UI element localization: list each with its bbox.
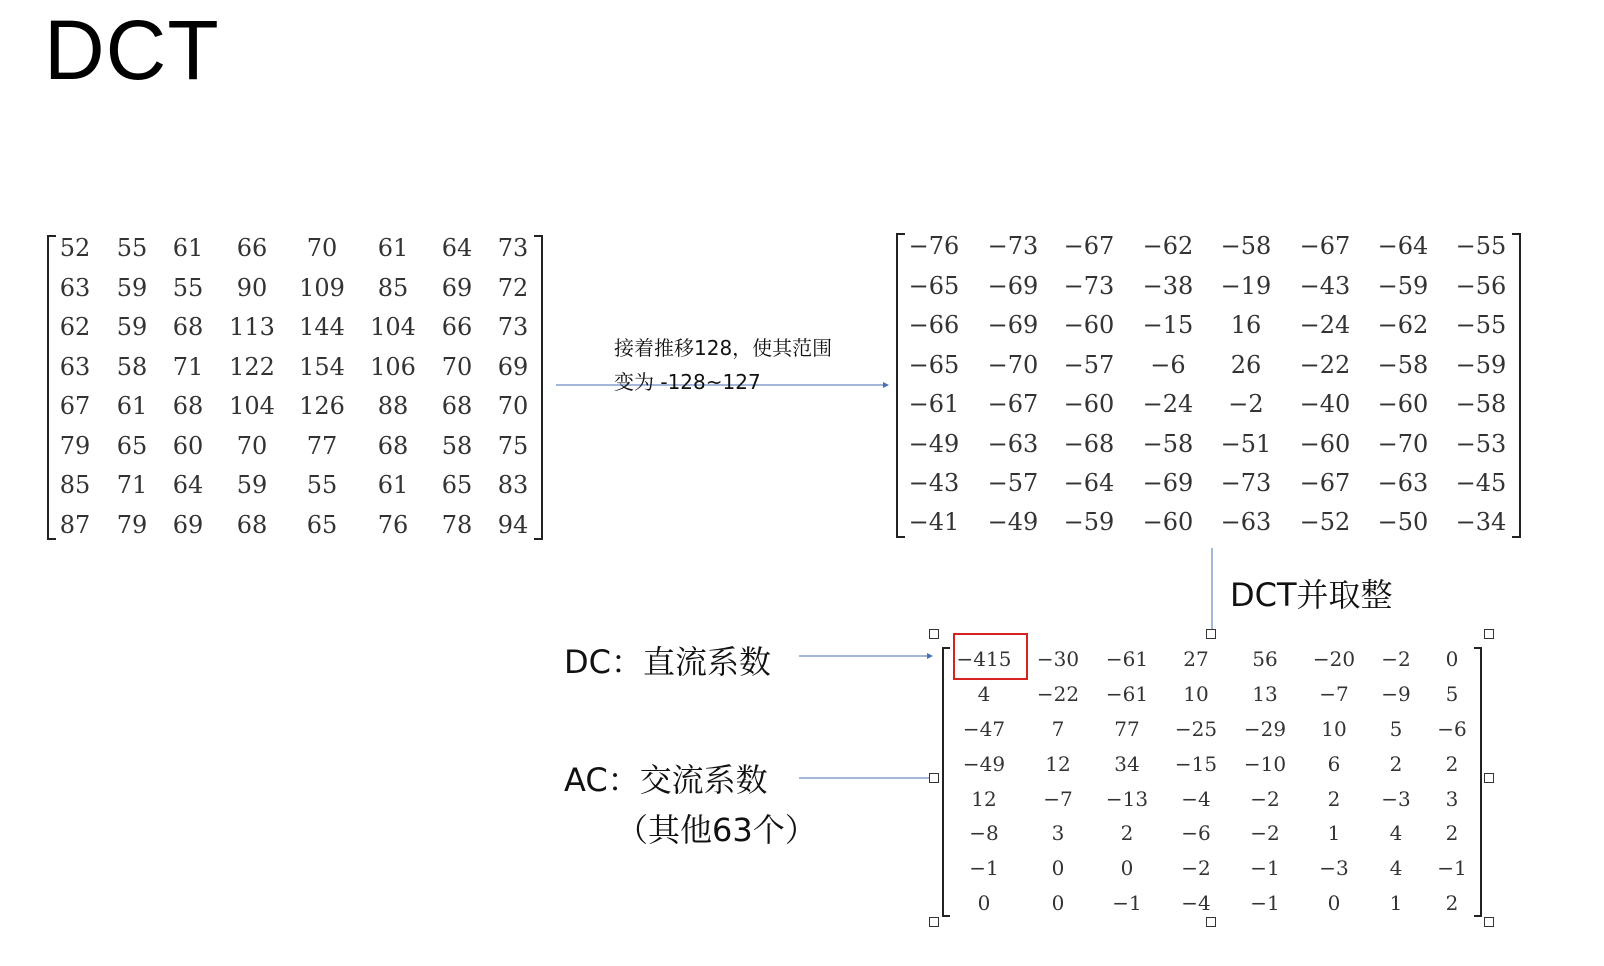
shifted-matrix-cell: −65 xyxy=(908,351,960,379)
shifted-matrix-cell: −24 xyxy=(1299,311,1351,339)
shifted-matrix-cell: −55 xyxy=(1455,311,1507,339)
original-matrix-cell: 113 xyxy=(229,313,275,341)
shifted-matrix-cell: −53 xyxy=(1455,430,1507,458)
dct-matrix-cell: 12 xyxy=(1045,752,1071,776)
dct-matrix-cell: 10 xyxy=(1183,682,1209,706)
original-matrix-cell: 68 xyxy=(377,432,409,460)
dct-matrix-cell: 4 xyxy=(1389,856,1403,880)
dct-matrix-cell: −2 xyxy=(1250,787,1280,811)
dct-matrix-cell: −29 xyxy=(1243,717,1287,741)
matrix-c-left-bracket xyxy=(943,648,950,916)
shifted-matrix-cell: 16 xyxy=(1230,311,1262,339)
dct-matrix-cell: 34 xyxy=(1114,752,1140,776)
original-matrix-cell: 65 xyxy=(306,511,338,539)
shifted-matrix-cell: −60 xyxy=(1063,311,1115,339)
dct-matrix-cell: −7 xyxy=(1043,787,1073,811)
matrix-c-right-bracket xyxy=(1474,648,1481,916)
dct-matrix-cell: −2 xyxy=(1381,647,1411,671)
original-matrix-cell: 52 xyxy=(59,234,91,262)
shifted-matrix-cell: −63 xyxy=(987,430,1039,458)
dct-matrix-cell: 2 xyxy=(1327,787,1341,811)
original-matrix-cell: 60 xyxy=(172,432,204,460)
original-matrix-cell: 72 xyxy=(497,274,529,302)
dct-matrix-cell: −1 xyxy=(1437,856,1467,880)
shifted-matrix-cell: −59 xyxy=(1063,508,1115,536)
shifted-matrix-cell: −58 xyxy=(1142,430,1194,458)
original-matrix-cell: 85 xyxy=(377,274,409,302)
matrix-a-left-bracket xyxy=(48,236,56,539)
selection-handle-bottom-left[interactable] xyxy=(929,917,939,927)
original-matrix-cell: 104 xyxy=(370,313,416,341)
selection-handle-bottom-center[interactable] xyxy=(1206,917,1216,927)
original-matrix-cell: 85 xyxy=(59,471,91,499)
original-matrix-cell: 67 xyxy=(59,392,91,420)
shift-arrow-head xyxy=(883,382,889,388)
shifted-matrix-cell: −70 xyxy=(1377,430,1429,458)
original-matrix-cell: 69 xyxy=(497,353,529,381)
shifted-matrix-cell: −45 xyxy=(1455,469,1507,497)
original-matrix-cell: 63 xyxy=(59,353,91,381)
dct-matrix-cell: 5 xyxy=(1445,682,1459,706)
dct-matrix-cell: 12 xyxy=(971,787,997,811)
dct-caption: DCT并取整 xyxy=(1230,576,1393,614)
selection-handle-top-right[interactable] xyxy=(1484,629,1494,639)
dct-matrix-cell: −6 xyxy=(1437,717,1467,741)
dct-matrix-cell: 0 xyxy=(1445,647,1459,671)
shifted-matrix-cell: −70 xyxy=(987,351,1039,379)
shifted-matrix-cell: −62 xyxy=(1142,232,1194,260)
original-matrix-cell: 58 xyxy=(441,432,473,460)
shifted-matrix-cell: −59 xyxy=(1455,351,1507,379)
shifted-matrix-cell: −22 xyxy=(1299,351,1351,379)
original-matrix-cell: 78 xyxy=(441,511,473,539)
original-matrix-cell: 73 xyxy=(497,234,529,262)
original-matrix-cell: 71 xyxy=(172,353,204,381)
original-matrix-cell: 79 xyxy=(59,432,91,460)
shifted-matrix-cell: −55 xyxy=(1455,232,1507,260)
shifted-matrix-cell: −57 xyxy=(987,469,1039,497)
shifted-matrix-cell: −62 xyxy=(1377,311,1429,339)
page-title: DCT xyxy=(44,3,220,97)
dct-matrix-cell: −3 xyxy=(1319,856,1349,880)
ac-caption-line1: AC：交流系数 xyxy=(564,761,768,799)
shifted-matrix-cell: −68 xyxy=(1063,430,1115,458)
original-matrix-cell: 69 xyxy=(172,511,204,539)
dc-arrow-head xyxy=(927,653,933,659)
dct-matrix-cell: 77 xyxy=(1114,717,1140,741)
original-matrix-cell: 83 xyxy=(497,471,529,499)
dct-matrix-cell: −1 xyxy=(1250,856,1280,880)
dct-matrix-cell: −10 xyxy=(1243,752,1287,776)
original-matrix-cell: 71 xyxy=(116,471,148,499)
shifted-matrix-cell: −67 xyxy=(1299,232,1351,260)
original-matrix-cell: 106 xyxy=(370,353,416,381)
dct-matrix-cell: 2 xyxy=(1389,752,1403,776)
original-matrix-cell: 65 xyxy=(116,432,148,460)
shifted-matrix-cell: −61 xyxy=(908,390,960,418)
shifted-matrix-cell: −2 xyxy=(1228,390,1264,418)
dct-matrix-cell: −49 xyxy=(962,752,1006,776)
dct-matrix-cell: 0 xyxy=(1327,891,1341,915)
original-matrix-cell: 68 xyxy=(172,392,204,420)
shift-caption-line1: 接着推移128，使其范围 xyxy=(614,336,833,360)
dct-matrix-cell: −13 xyxy=(1105,787,1149,811)
original-matrix-cell: 87 xyxy=(59,511,91,539)
shifted-matrix-cell: −40 xyxy=(1299,390,1351,418)
original-matrix-cell: 61 xyxy=(377,471,409,499)
dct-matrix-cell: 4 xyxy=(1389,821,1403,845)
dct-matrix-cell: −7 xyxy=(1319,682,1349,706)
dct-matrix-cell: 1 xyxy=(1389,891,1403,915)
shifted-matrix-cell: −51 xyxy=(1220,430,1272,458)
shifted-matrix-cell: −50 xyxy=(1377,508,1429,536)
dct-matrix-cell: −61 xyxy=(1105,647,1149,671)
shifted-matrix-cell: −57 xyxy=(1063,351,1115,379)
shifted-matrix-cell: −67 xyxy=(1299,469,1351,497)
shifted-matrix-cell: −60 xyxy=(1142,508,1194,536)
shifted-matrix-cell: −67 xyxy=(1063,232,1115,260)
dct-matrix-cell: −4 xyxy=(1181,891,1211,915)
matrix-a-right-bracket xyxy=(534,236,542,539)
dct-matrix-cell: 2 xyxy=(1445,821,1459,845)
original-matrix-cell: 70 xyxy=(441,353,473,381)
original-matrix-cell: 68 xyxy=(441,392,473,420)
original-matrix-cell: 70 xyxy=(236,432,268,460)
shifted-matrix-cell: −52 xyxy=(1299,508,1351,536)
dct-matrix-cell: −2 xyxy=(1250,821,1280,845)
original-matrix-cell: 75 xyxy=(497,432,529,460)
dct-matrix-cell: 0 xyxy=(1051,891,1065,915)
dct-matrix-cell: 2 xyxy=(1120,821,1134,845)
shifted-matrix-cell: −65 xyxy=(908,272,960,300)
shifted-matrix-cell: −64 xyxy=(1063,469,1115,497)
shifted-matrix-cell: −49 xyxy=(987,508,1039,536)
original-matrix-cell: 66 xyxy=(236,234,268,262)
dct-matrix-cell: 5 xyxy=(1389,717,1403,741)
selection-handle-top-center[interactable] xyxy=(1206,629,1216,639)
original-matrix-cell: 63 xyxy=(59,274,91,302)
dct-matrix-cell: −2 xyxy=(1181,856,1211,880)
original-matrix-cell: 73 xyxy=(497,313,529,341)
dct-matrix-cell: 2 xyxy=(1445,752,1459,776)
dct-matrix-cell: −1 xyxy=(1112,891,1142,915)
dct-matrix-cell: −9 xyxy=(1381,682,1411,706)
original-matrix-cell: 77 xyxy=(306,432,338,460)
shifted-matrix-cell: −58 xyxy=(1377,351,1429,379)
original-matrix-cell: 68 xyxy=(236,511,268,539)
shifted-matrix-cell: −73 xyxy=(1220,469,1272,497)
dct-matrix-cell: −15 xyxy=(1174,752,1218,776)
dc-caption: DC：直流系数 xyxy=(564,643,771,681)
shifted-matrix-cell: −6 xyxy=(1150,351,1186,379)
dct-matrix-cell: 10 xyxy=(1321,717,1347,741)
original-matrix-cell: 61 xyxy=(377,234,409,262)
dct-matrix-cell: 1 xyxy=(1327,821,1341,845)
shifted-matrix-cell: −67 xyxy=(987,390,1039,418)
dct-matrix-cell: 0 xyxy=(1051,856,1065,880)
shifted-matrix-cell: −24 xyxy=(1142,390,1194,418)
original-matrix-cell: 55 xyxy=(172,274,204,302)
shifted-matrix-cell: −49 xyxy=(908,430,960,458)
dct-matrix-cell: −1 xyxy=(1250,891,1280,915)
dct-matrix-cell: 56 xyxy=(1252,647,1278,671)
shifted-matrix-cell: −15 xyxy=(1142,311,1194,339)
shifted-matrix-cell: −56 xyxy=(1455,272,1507,300)
dct-matrix-cell: −25 xyxy=(1174,717,1218,741)
dct-matrix-cell: 0 xyxy=(977,891,991,915)
dct-matrix-cell: −47 xyxy=(962,717,1006,741)
original-matrix-cell: 65 xyxy=(441,471,473,499)
dct-matrix-cell: −415 xyxy=(956,647,1012,671)
shifted-matrix-cell: −66 xyxy=(908,311,960,339)
original-matrix-cell: 144 xyxy=(299,313,345,341)
original-matrix-cell: 64 xyxy=(441,234,473,262)
shifted-matrix-cell: −69 xyxy=(987,272,1039,300)
original-matrix-cell: 90 xyxy=(236,274,268,302)
original-matrix-cell: 70 xyxy=(306,234,338,262)
shifted-matrix-cell: −59 xyxy=(1377,272,1429,300)
shifted-matrix-cell: −58 xyxy=(1220,232,1272,260)
shifted-matrix-cell: −64 xyxy=(1377,232,1429,260)
original-matrix-cell: 68 xyxy=(172,313,204,341)
dct-matrix-cell: −8 xyxy=(969,821,999,845)
original-matrix-cell: 109 xyxy=(299,274,345,302)
shifted-matrix-cell: −73 xyxy=(1063,272,1115,300)
original-matrix-cell: 55 xyxy=(306,471,338,499)
dct-matrix-cell: −4 xyxy=(1181,787,1211,811)
dct-matrix-cell: 2 xyxy=(1445,891,1459,915)
original-matrix-cell: 94 xyxy=(497,511,529,539)
shifted-matrix-cell: −63 xyxy=(1220,508,1272,536)
original-matrix-cell: 79 xyxy=(116,511,148,539)
shifted-matrix-cell: −43 xyxy=(908,469,960,497)
dct-matrix-cell: 3 xyxy=(1445,787,1459,811)
original-matrix-cell: 55 xyxy=(116,234,148,262)
matrix-b-left-bracket xyxy=(897,234,905,537)
dct-matrix-cell: −22 xyxy=(1036,682,1080,706)
original-matrix-cell: 104 xyxy=(229,392,275,420)
shifted-matrix-cell: −73 xyxy=(987,232,1039,260)
original-matrix-cell: 61 xyxy=(172,234,204,262)
shifted-matrix-cell: −76 xyxy=(908,232,960,260)
original-matrix-cell: 76 xyxy=(377,511,409,539)
original-matrix-cell: 88 xyxy=(377,392,409,420)
dct-matrix-cell: 13 xyxy=(1252,682,1278,706)
shifted-matrix-cell: −60 xyxy=(1299,430,1351,458)
dct-matrix-cell: −30 xyxy=(1036,647,1080,671)
shifted-matrix-cell: −63 xyxy=(1377,469,1429,497)
shifted-matrix-cell: −60 xyxy=(1377,390,1429,418)
shifted-matrix-cell: −41 xyxy=(908,508,960,536)
shifted-matrix-cell: −43 xyxy=(1299,272,1351,300)
original-matrix-cell: 126 xyxy=(299,392,345,420)
dct-matrix-cell: −20 xyxy=(1312,647,1356,671)
original-matrix-cell: 154 xyxy=(299,353,345,381)
original-matrix-cell: 62 xyxy=(59,313,91,341)
shifted-matrix-cell: −34 xyxy=(1455,508,1507,536)
shifted-matrix-cell: 26 xyxy=(1230,351,1262,379)
shifted-matrix-cell: −38 xyxy=(1142,272,1194,300)
dc-coefficient-highlight xyxy=(953,633,1028,680)
original-matrix-cell: 58 xyxy=(116,353,148,381)
dct-matrix-cell: −3 xyxy=(1381,787,1411,811)
selection-handle-middle-left[interactable] xyxy=(929,773,939,783)
dct-matrix-cell: 0 xyxy=(1120,856,1134,880)
dct-matrix-cell: −6 xyxy=(1181,821,1211,845)
selection-handle-bottom-right[interactable] xyxy=(1484,917,1494,927)
dct-matrix-cell: 7 xyxy=(1051,717,1065,741)
shifted-matrix-cell: −69 xyxy=(1142,469,1194,497)
dct-matrix-cell: 27 xyxy=(1183,647,1209,671)
original-matrix-cell: 122 xyxy=(229,353,275,381)
shift-caption-line2: 变为 -128~127 xyxy=(614,370,761,394)
dct-matrix-cell: −1 xyxy=(969,856,999,880)
matrix-b-right-bracket xyxy=(1512,234,1520,537)
shifted-matrix-cell: −60 xyxy=(1063,390,1115,418)
original-matrix-cell: 66 xyxy=(441,313,473,341)
original-matrix-cell: 61 xyxy=(116,392,148,420)
original-matrix-cell: 70 xyxy=(497,392,529,420)
original-matrix-cell: 59 xyxy=(236,471,268,499)
original-matrix-cell: 64 xyxy=(172,471,204,499)
dct-matrix-cell: 3 xyxy=(1051,821,1065,845)
dct-matrix-cell: 4 xyxy=(977,682,991,706)
dct-matrix-cell: −61 xyxy=(1105,682,1149,706)
selection-handle-middle-right[interactable] xyxy=(1484,773,1494,783)
dct-matrix-cell: 6 xyxy=(1327,752,1341,776)
original-matrix-cell: 59 xyxy=(116,274,148,302)
original-matrix-cell: 69 xyxy=(441,274,473,302)
shifted-matrix-cell: −19 xyxy=(1220,272,1272,300)
ac-caption-line2: （其他63个） xyxy=(616,811,817,849)
shifted-matrix-cell: −69 xyxy=(987,311,1039,339)
original-matrix-cell: 59 xyxy=(116,313,148,341)
shifted-matrix-cell: −58 xyxy=(1455,390,1507,418)
selection-handle-top-left[interactable] xyxy=(929,629,939,639)
